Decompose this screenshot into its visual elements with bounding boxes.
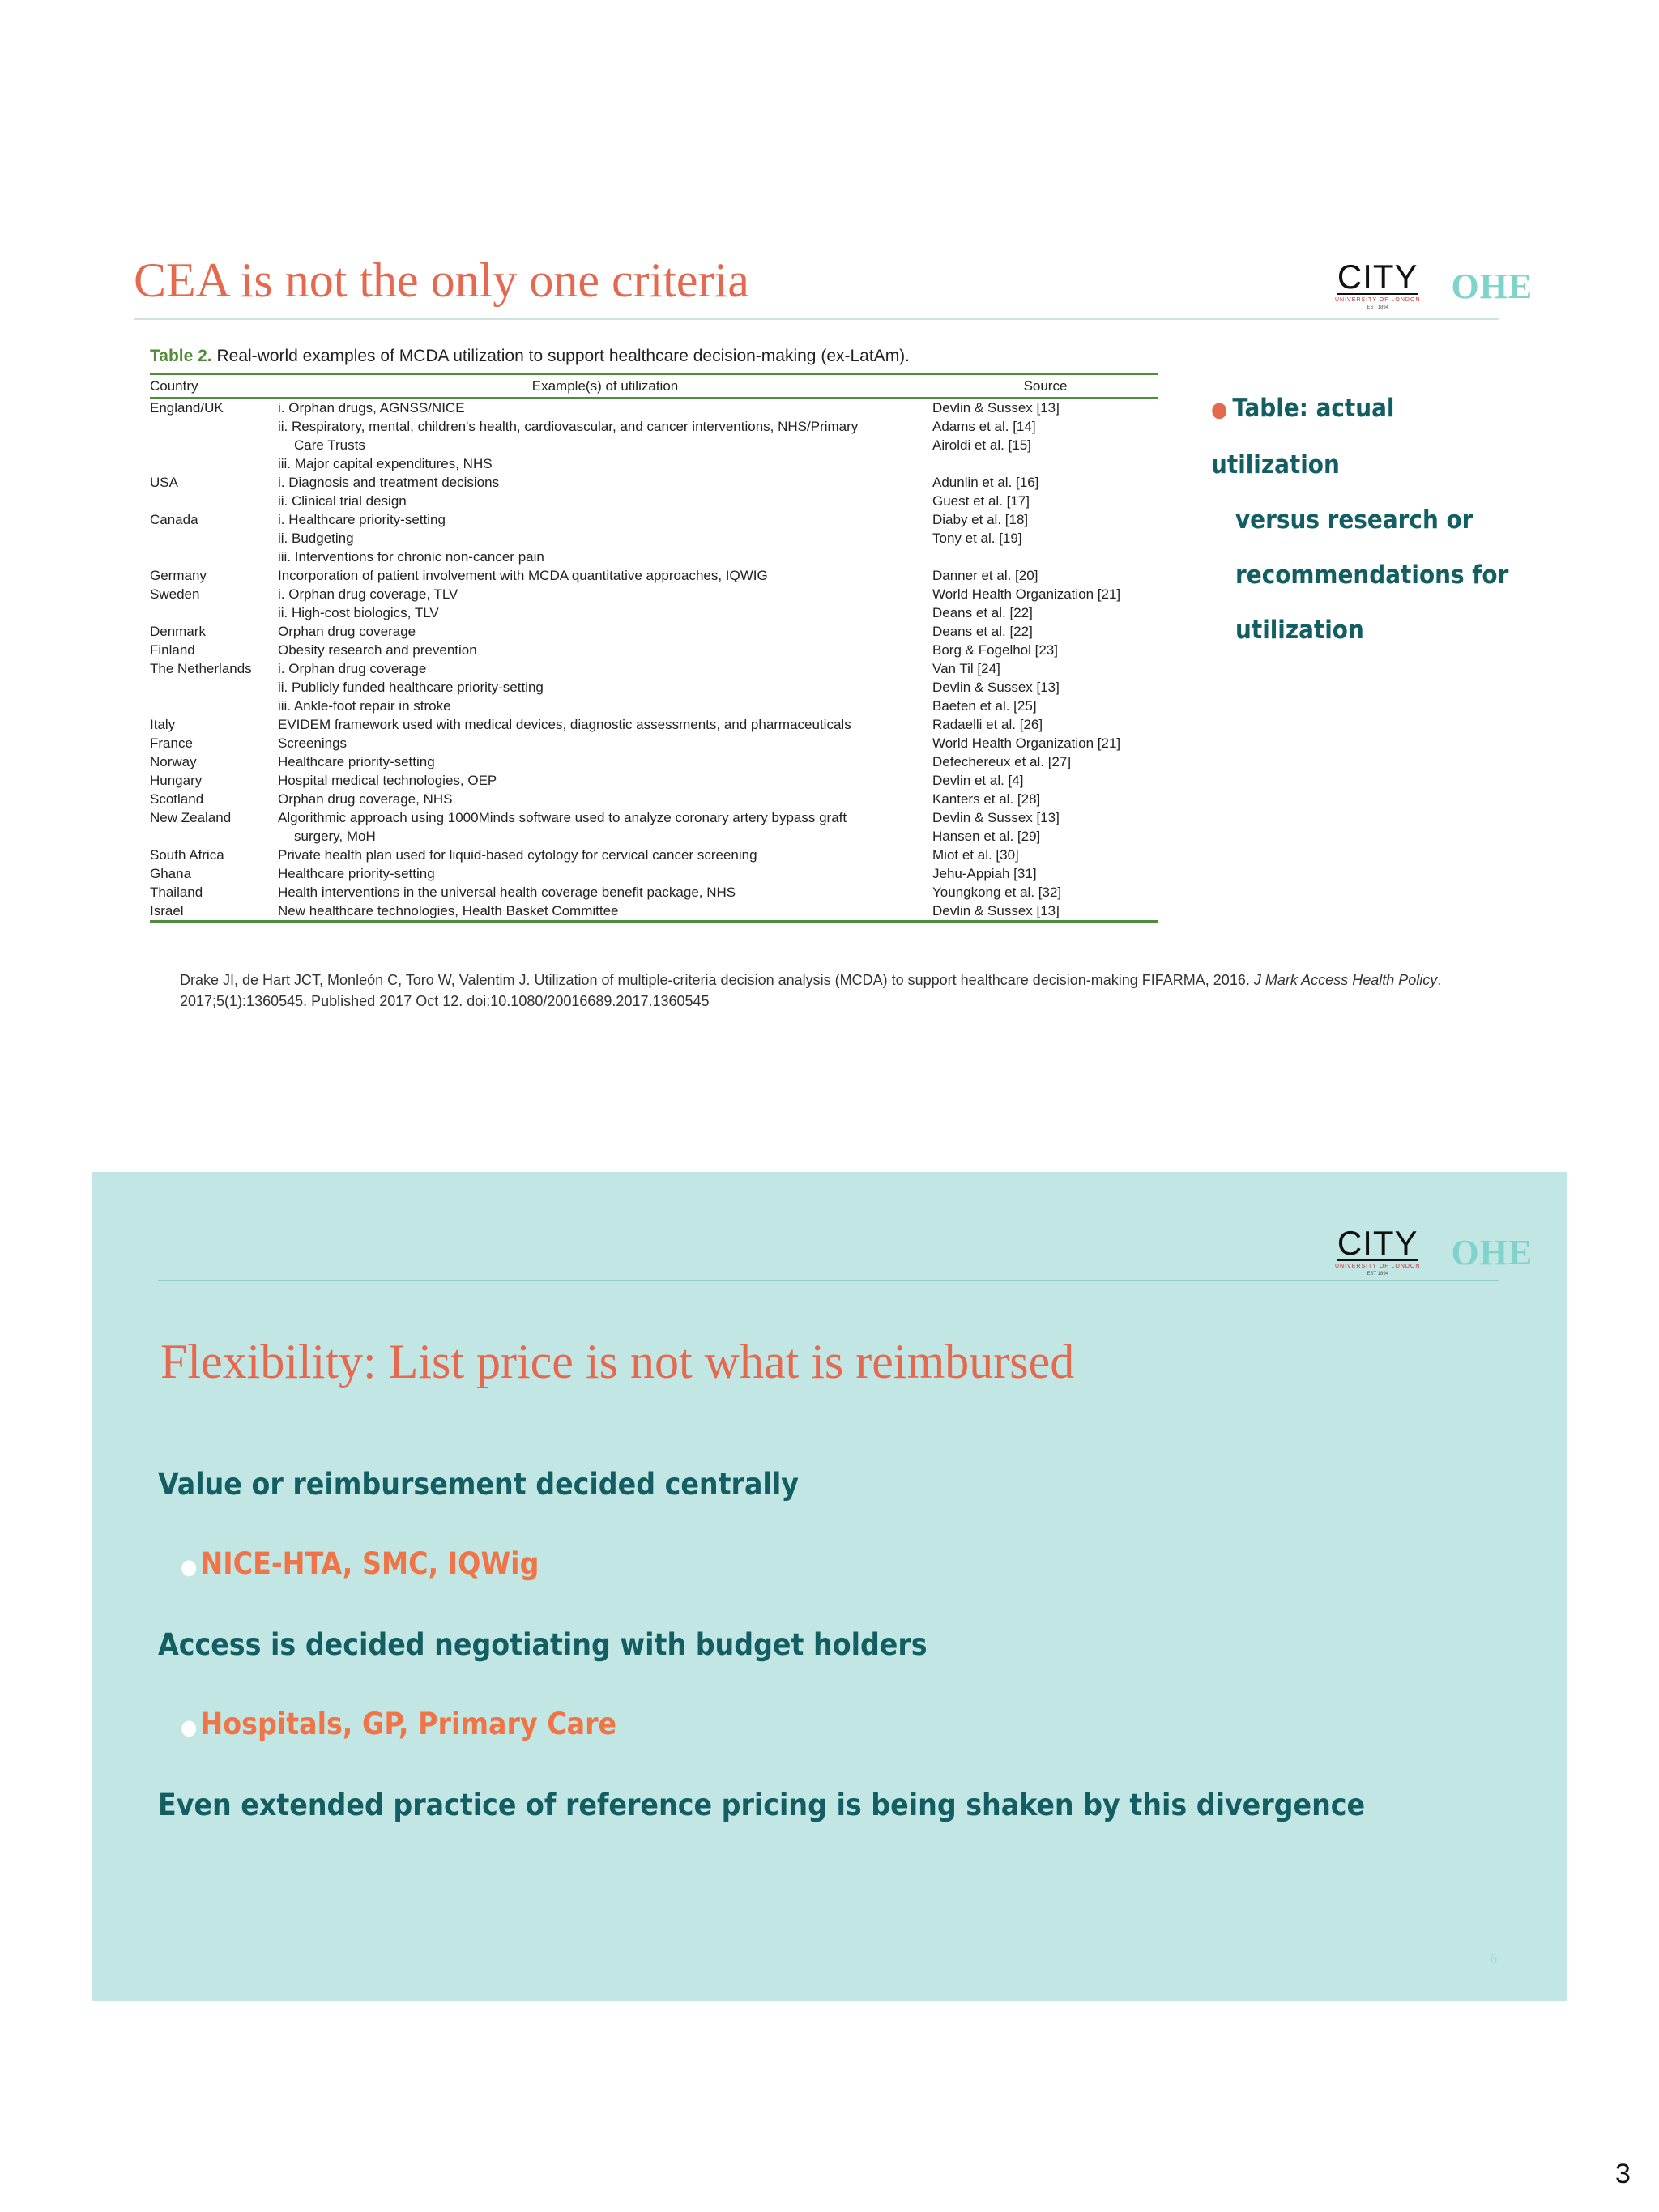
city-university-logo: [1335, 258, 1421, 311]
cell-source: [932, 864, 1158, 883]
example-line: Incorporation of patient involvement with MCDA quantitative approaches, IQWIG: [278, 568, 768, 583]
city-logo-subtitle: UNIVERSITY OF LONDON: [1335, 1264, 1421, 1269]
example-line: i. Orphan drug coverage: [278, 661, 427, 676]
source-line: Miot et al. [30]: [932, 847, 1019, 863]
citation-details: . 2017;5(1):1360545. Published 2017 Oct 12. doi:10.1080/20016689.2017.1360545: [180, 972, 1442, 1009]
bullet-line-3: recommendations for: [1235, 560, 1509, 590]
source-line: Tony et al. [19]: [932, 531, 1022, 546]
cell-examples: [278, 473, 932, 510]
cell-country: Denmark: [150, 624, 206, 639]
example-line: ii. Respiratory, mental, children's health, cardiovascular, and cancer interventions, NHS/Primary: [278, 419, 859, 434]
source-line: Devlin & Sussex [13]: [932, 903, 1060, 918]
sub-point-2-text: Hospitals, GP, Primary Care: [200, 1707, 617, 1741]
table-row: [150, 641, 1158, 659]
table-row: [150, 864, 1158, 883]
source-line: Baeten et al. [25]: [932, 698, 1037, 714]
source-line: Van Til [24]: [932, 661, 1000, 676]
cell-source: [932, 883, 1158, 901]
table-row: [150, 659, 1158, 715]
cell-examples: [278, 715, 932, 734]
source-line: Diaby et al. [18]: [932, 512, 1029, 527]
table-caption: [150, 347, 1158, 366]
sub-point-1: [181, 1546, 539, 1581]
table-row: [150, 771, 1158, 790]
cell-examples: [278, 510, 932, 566]
city-logo-est: EST 1894: [1367, 305, 1389, 310]
cell-country: Finland: [150, 642, 195, 658]
table-row: [150, 883, 1158, 901]
example-line: Healthcare priority-setting: [278, 754, 435, 769]
example-line: ii. High-cost biologics, TLV: [278, 605, 439, 620]
example-line: i. Orphan drug coverage, TLV: [278, 586, 458, 602]
cell-country: Italy: [150, 717, 176, 732]
source-line: Devlin & Sussex [13]: [932, 400, 1060, 416]
bullet-line-2: versus research or: [1235, 505, 1473, 535]
source-line: Airoldi et al. [15]: [932, 437, 1031, 453]
cell-examples: [278, 622, 932, 641]
cell-country: Sweden: [150, 586, 200, 602]
cell-source: [932, 585, 1158, 622]
ohe-logo: OHE: [1451, 266, 1533, 306]
citation-authors: Drake JI, de Hart JCT, Monleón C, Toro W, Valentim J. Utilization of multiple-criteria decision analysis (MCDA) to support healthcare decision-making FIFARMA, 2016.: [180, 972, 1254, 988]
document-page-number: 3: [1615, 2159, 1631, 2189]
point-1: Value or reimbursement decided centrally: [158, 1467, 799, 1502]
cell-country: Norway: [150, 754, 197, 769]
cell-source: [932, 566, 1158, 585]
source-line: Guest et al. [17]: [932, 493, 1030, 509]
bullet-line-1: Table: actual utilization: [1211, 394, 1395, 479]
table-row: [150, 901, 1158, 922]
cell-source: [932, 790, 1158, 808]
cell-examples: [278, 790, 932, 808]
example-line: iii. Interventions for chronic non-cancer pain: [278, 549, 544, 565]
example-line: iii. Major capital expenditures, NHS: [278, 456, 493, 471]
cell-country: Thailand: [150, 884, 203, 900]
cell-examples: [278, 771, 932, 790]
cell-examples: [278, 901, 932, 922]
cell-examples: [278, 752, 932, 771]
title-divider: [134, 318, 1499, 320]
bullet-dot-icon: ●: [181, 1555, 198, 1579]
cell-source: [932, 398, 1158, 473]
table-row: [150, 585, 1158, 622]
source-line: Hansen et al. [29]: [932, 829, 1041, 844]
table-row: [150, 473, 1158, 510]
ohe-logo: OHE: [1451, 1232, 1533, 1272]
cell-examples: [278, 641, 932, 659]
example-line: Obesity research and prevention: [278, 642, 477, 658]
table-row: [150, 734, 1158, 752]
slide-flexibility: [92, 1172, 1567, 2001]
cell-examples: [278, 566, 932, 585]
example-line: Hospital medical technologies, OEP: [278, 773, 497, 788]
col-header-source: Source: [932, 374, 1158, 399]
example-line: Health interventions in the universal health coverage benefit package, NHS: [278, 884, 736, 900]
table-caption-text: Real-world examples of MCDA utilization to support healthcare decision-making (ex-LatAm).: [211, 347, 911, 365]
source-line: Devlin et al. [4]: [932, 773, 1024, 788]
cell-examples: [278, 659, 932, 715]
example-line: Orphan drug coverage: [278, 624, 416, 639]
example-line: i. Orphan drugs, AGNSS/NICE: [278, 400, 465, 416]
cell-source: [932, 510, 1158, 566]
cell-source: [932, 752, 1158, 771]
side-bullet: [1211, 381, 1519, 658]
table-number: Table 2.: [150, 347, 212, 365]
slide-page-number: 6: [1491, 1952, 1497, 1966]
example-line: Orphan drug coverage, NHS: [278, 791, 453, 807]
example-line: ii. Budgeting: [278, 531, 354, 546]
source-line: Danner et al. [20]: [932, 568, 1038, 583]
example-line: i. Diagnosis and treatment decisions: [278, 475, 500, 490]
cell-source: [932, 808, 1158, 846]
cell-source: [932, 771, 1158, 790]
mcda-table-figure: [150, 347, 1158, 923]
logo-group: [1335, 258, 1533, 311]
source-line: Radaelli et al. [26]: [932, 717, 1043, 732]
source-line: Defechereux et al. [27]: [932, 754, 1072, 769]
example-line: EVIDEM framework used with medical devices, diagnostic assessments, and pharmaceuticals: [278, 717, 851, 732]
example-line: Private health plan used for liquid-based cytology for cervical cancer screening: [278, 847, 757, 863]
sub-point-2: [181, 1707, 616, 1741]
source-line: Jehu-Appiah [31]: [932, 866, 1037, 881]
cell-source: [932, 901, 1158, 922]
mcda-table: [150, 373, 1158, 923]
cell-examples: [278, 734, 932, 752]
cell-country: Hungary: [150, 773, 203, 788]
cell-country: The Netherlands: [150, 661, 252, 676]
table-row: [150, 622, 1158, 641]
table-row: [150, 846, 1158, 864]
bullet-dot-icon: ●: [1211, 398, 1228, 422]
cell-country: Germany: [150, 568, 207, 583]
logo-group: [1335, 1224, 1533, 1277]
example-line: Algorithmic approach using 1000Minds software used to analyze coronary artery bypass graft: [278, 810, 847, 825]
point-2: Access is decided negotiating with budget holders: [158, 1627, 928, 1662]
cell-examples: [278, 398, 932, 473]
table-row: [150, 808, 1158, 846]
cell-source: [932, 622, 1158, 641]
source-line: Kanters et al. [28]: [932, 791, 1041, 807]
col-header-country: Country: [150, 374, 278, 399]
source-line: Deans et al. [22]: [932, 624, 1033, 639]
source-line: Youngkong et al. [32]: [932, 884, 1062, 900]
cell-country: Israel: [150, 901, 278, 922]
city-logo-word: CITY: [1337, 1224, 1418, 1262]
sub-point-1-text: NICE-HTA, SMC, IQWig: [200, 1546, 539, 1581]
citation: [180, 970, 1508, 1012]
cell-source: [932, 641, 1158, 659]
cell-examples: [278, 808, 932, 846]
cell-country: England/UK: [150, 400, 224, 416]
cell-country: Ghana: [150, 866, 192, 881]
table-body: [150, 398, 1158, 922]
cell-country: New Zealand: [150, 810, 232, 825]
source-line: Adams et al. [14]: [932, 419, 1036, 434]
example-line: i. Healthcare priority-setting: [278, 512, 446, 527]
cell-country: France: [150, 735, 193, 751]
cell-country: South Africa: [150, 847, 224, 863]
table-row: [150, 790, 1158, 808]
cell-source: [932, 715, 1158, 734]
table-row: [150, 510, 1158, 566]
cell-country: Canada: [150, 512, 198, 527]
example-line: Care Trusts: [294, 437, 365, 453]
source-line: Devlin & Sussex [13]: [932, 680, 1060, 695]
point-3: Even extended practice of reference pricing is being shaken by this divergence: [158, 1788, 1366, 1822]
cell-source: [932, 473, 1158, 510]
col-header-examples: Example(s) of utilization: [278, 374, 932, 399]
example-line: ii. Publicly funded healthcare priority-setting: [278, 680, 544, 695]
city-logo-est: EST 1894: [1367, 1272, 1389, 1276]
citation-journal: J Mark Access Health Policy: [1253, 972, 1438, 988]
cell-source: [932, 734, 1158, 752]
example-line: ii. Clinical trial design: [278, 493, 407, 509]
source-line: Adunlin et al. [16]: [932, 475, 1039, 490]
source-line: Devlin & Sussex [13]: [932, 810, 1060, 825]
city-university-logo: [1335, 1224, 1421, 1277]
slide-title: CEA is not the only one criteria: [134, 254, 749, 307]
cell-country: USA: [150, 475, 178, 490]
cell-examples: [278, 864, 932, 883]
table-header-row: [150, 374, 1158, 399]
cell-examples: [278, 883, 932, 901]
source-line: World Health Organization [21]: [932, 586, 1121, 602]
cell-examples: [278, 846, 932, 864]
table-row: [150, 752, 1158, 771]
cell-examples: [278, 585, 932, 622]
table-row: [150, 398, 1158, 473]
source-line: Deans et al. [22]: [932, 605, 1033, 620]
source-line: Borg & Fogelhol [23]: [932, 642, 1058, 658]
example-line: New healthcare technologies, Health Basket Committee: [278, 903, 619, 918]
example-line: surgery, MoH: [294, 829, 376, 844]
example-line: Healthcare priority-setting: [278, 866, 435, 881]
header-divider: [158, 1280, 1499, 1281]
cell-country: Scotland: [150, 791, 204, 807]
cell-source: [932, 846, 1158, 864]
bullet-line-4: utilization: [1235, 616, 1364, 645]
example-line: iii. Ankle-foot repair in stroke: [278, 698, 451, 714]
example-line: Screenings: [278, 735, 348, 751]
slide-title: Flexibility: List price is not what is reimbursed: [160, 1335, 1075, 1388]
city-logo-subtitle: UNIVERSITY OF LONDON: [1335, 297, 1421, 303]
table-row: [150, 566, 1158, 585]
bullet-dot-icon: ●: [181, 1715, 198, 1740]
source-line: World Health Organization [21]: [932, 735, 1121, 751]
table-row: [150, 715, 1158, 734]
cell-source: [932, 659, 1158, 715]
city-logo-word: CITY: [1337, 258, 1418, 296]
